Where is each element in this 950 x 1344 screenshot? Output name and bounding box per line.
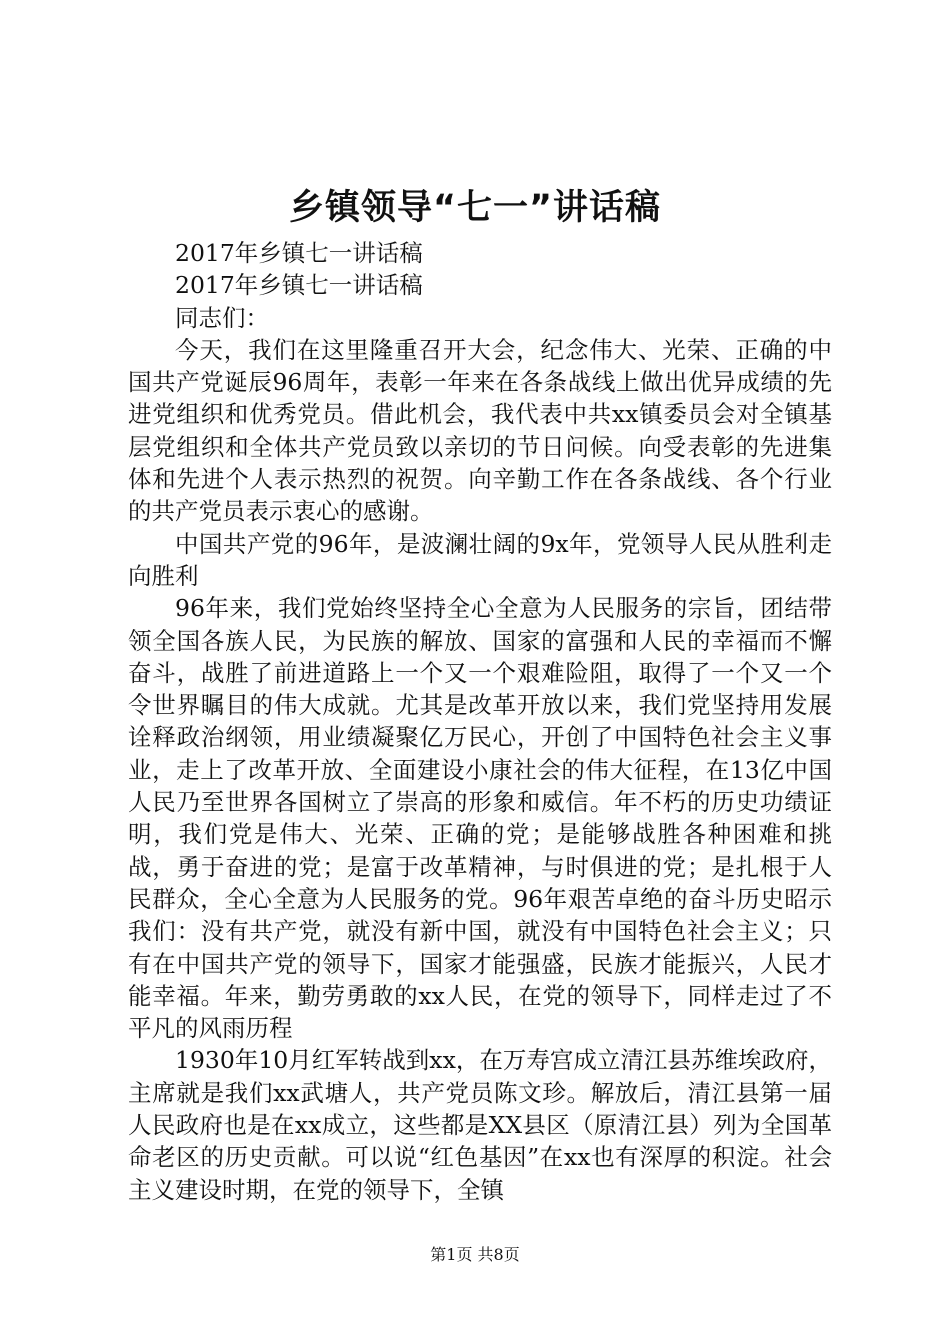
document-body — [128, 237, 832, 1206]
paragraph-achievements: 96年来，我们党始终坚持全心全意为人民服务的宗旨，团结带领全国各族人民，为民族的解放、国家的富强和人民的幸福而不懈奋斗，战胜了前进道路上一个又一个艰难险阻，取得了一个又一个令世界瞩目的伟大成就。尤其是改革开放以来，我们党坚持用发展诠释政治纲领，用业绩凝聚亿万民心，开创了中国特色社会主义事业，走上了改革开放、全面建设小康社会的伟大征程，在13亿中国人民乃至世界各国树立了崇高的形象和威信。年不朽的历史功绩证明，我们党是伟大、光荣、正确的党；是能够战胜各种困难和挑战，勇于奋进的党；是富于改革精神，与时俱进的党；是扎根于人民群众，全心全意为人民服务的党。96年艰苦卓绝的奋斗历史昭示我们：没有共产党，就没有新中国，就没有中国特色社会主义；只有在中国共产党的领导下，国家才能强盛，民族才能振兴，人民才能幸福。年来，勤劳勇敢的xx人民，在党的领导下，同样走过了不平凡的风雨历程 — [128, 594, 832, 1043]
paragraph-salutation: 同志们： — [175, 303, 269, 332]
paragraph-subtitle-2: 2017年乡镇七一讲话稿 — [175, 271, 423, 300]
page-footer: 第1页 共8页 — [430, 1245, 520, 1264]
paragraph-heading-96-years: 中国共产党的96年，是波澜壮阔的9x年，党领导人民从胜利走向胜利 — [128, 529, 832, 590]
paragraph-opening: 今天，我们在这里隆重召开大会，纪念伟大、光荣、正确的中国共产党诞辰96周年，表彰一年来在各条战线上做出优异成绩的先进党组织和优秀党员。借此机会，我代表中共xx镇委员会对全镇基层党组织和全体共产党员致以亲切的节日问候。向受表彰的先进集体和先进个人表示热烈的祝贺。向辛勤工作在各条战线、各个行业的共产党员表示衷心的感谢。 — [128, 335, 832, 526]
document-title: 乡镇领导“七一”讲话稿 — [288, 188, 661, 228]
paragraph-history: 1930年10月红军转战到xx，在万寿宫成立清江县苏维埃政府，主席就是我们xx武塘人，共产党员陈文珍。解放后，清江县第一届人民政府也是在xx成立，这些都是XX县区（原清江县）列为全国革命老区的历史贡献。可以说“红色基因”在xx也有深厚的积淀。社会主义建设时期，在党的领导下，全镇 — [128, 1046, 832, 1204]
paragraph-subtitle-1: 2017年乡镇七一讲话稿 — [175, 239, 423, 267]
